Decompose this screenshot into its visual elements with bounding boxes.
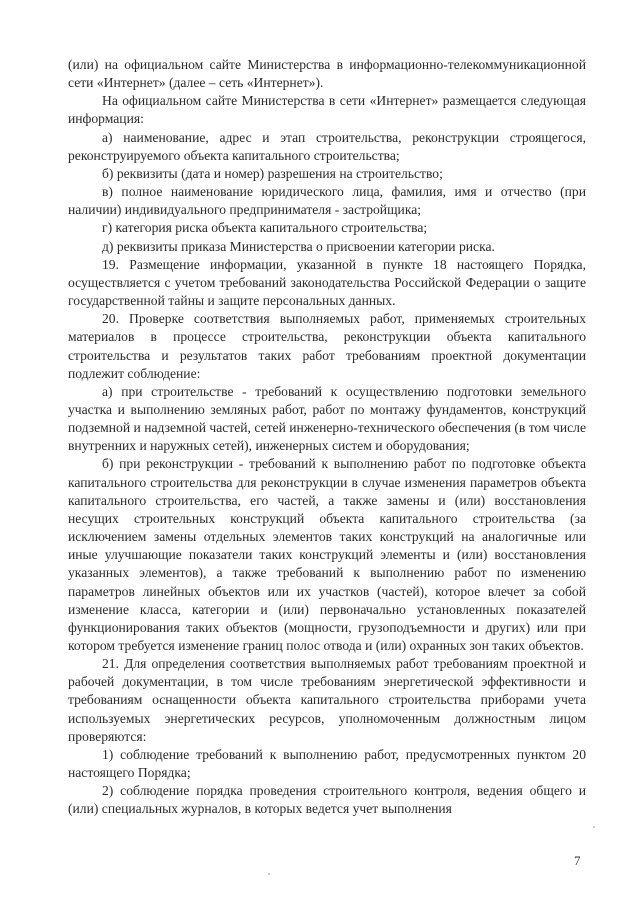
paragraph: На официальном сайте Министерства в сети «Интернет» размещается следующая информация:	[68, 93, 586, 127]
list-item: а) наименование, адрес и этап строительства, реконструкции строящегося, реконструируемого объекта капитального строительства;	[68, 129, 586, 163]
page-number: 7	[574, 853, 581, 868]
paragraph: 19. Размещение информации, указанной в пункте 18 настоящего Порядка, осуществляется с учетом требований законодательства Российской Федерации о защите государственной тайны и защите персональных данных.	[68, 256, 586, 309]
list-item: 2) соблюдение порядка проведения строительного контроля, ведения общего и (или) специальных журналов, в которых ведется учет выполнения	[68, 783, 586, 817]
paragraph: (или) на официальном сайте Министерства в информационно-телекоммуникационной сети «Интернет» (далее – сеть «Интернет»).	[68, 57, 586, 91]
list-item: а) при строительстве - требований к осуществлению подготовки земельного участка и выполнению земляных работ, работ по монтажу фундаментов, конструкций подземной и надземной частей, сетей инженерно-технического обеспечения (в том числе внутренних и наружных сетей), инженерных систем и оборудования;	[68, 383, 586, 454]
document-body	[68, 56, 586, 819]
list-item: д) реквизиты приказа Министерства о присвоении категории риска.	[102, 238, 495, 254]
paragraph: 20. Проверке соответствия выполняемых работ, применяемых строительных материалов в процессе строительства, реконструкции объекта капитального строительства и результатов таких работ требованиям проектной документации подлежит соблюдение:	[68, 311, 586, 381]
list-item: б) реквизиты (дата и номер) разрешения на строительство;	[102, 165, 443, 181]
list-item: 1) соблюдение требований к выполнению работ, предусмотренных пунктом 20 настоящего Порядка;	[68, 746, 586, 781]
list-item: в) полное наименование юридического лица, фамилия, имя и отчество (при наличии) индивидуального предпринимателя - застройщика;	[68, 184, 586, 218]
list-item: г) категория риска объекта капитального строительства;	[102, 220, 428, 236]
list-item: б) при реконструкции - требований к выполнению работ по подготовке объекта капитального строительства для реконструкции в случае изменения параметров объекта капитального строительства, его частей, а также замены и (или) восстановления несущих строительных конструкций объекта капитального строительства (за исключением замены отдельных элементов таких конструкций на аналогичные или иные улучшающие показатели таких конструкций элементы и (или) восстановления указанных элементов), а также требований к выполнению работ по изменению параметров линейных объектов или их участков (частей), которое влечет за собой изменение класса, категории и (или) первоначально установленных показателей функционирования таких объектов (мощности, грузоподъемности и других) или при котором требуется изменение границ полос отвода и (или) охранных зон таких объектов.	[68, 456, 586, 653]
scan-speck	[593, 826, 595, 828]
scan-speck	[268, 873, 270, 875]
paragraph: 21. Для определения соответствия выполняемых работ требованиям проектной и рабочей документации, в том числе требованиям энергетической эффективности и требованиям оснащенности объекта капитального строительства приборами учета используемых энергетических ресурсов, уполномоченным должностным лицом проверяются:	[68, 656, 586, 744]
